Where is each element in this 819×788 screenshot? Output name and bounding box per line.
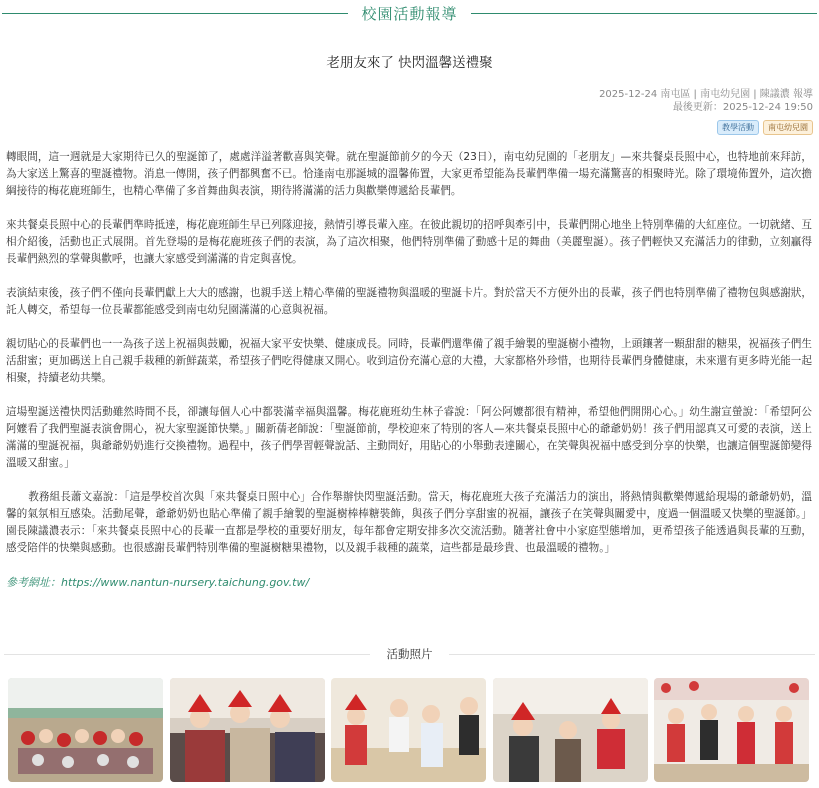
section-header — [0, 0, 819, 26]
article-byline: 2025-12-24 南屯區 | 南屯幼兒園 | 陳議濃 報導 — [599, 89, 813, 100]
photos-rule-right — [449, 654, 815, 655]
photos-header — [0, 645, 819, 663]
paragraph: 這場聖誕送禮快閃活動雖然時間不長，卻讓每個人心中都裝滿幸福與溫馨。梅花鹿班幼生林子睿說：「阿公阿嬤都很有精神，希望他們開開心心。」幼生謝宣螢說：「希望阿公阿嬤看了我們聖誕表演會開心，祝大家聖誕節快樂。」關新蒨老師說：「聖誕節前，學校迎來了特別的客人—來共餐桌長照中心的爺爺奶奶！孩子們用認真又可愛的表演，送上滿滿的聖誕祝福，與爺爺奶奶進行交換禮物。過程中，孩子們學習輕聲說話、主動問好，用貼心的小舉動表達關心，在笑聲與祝福中感受到分享的快樂，也讓這個聖誕節變得溫暖又甜蜜。」 — [6, 406, 812, 469]
photo-image — [8, 678, 163, 782]
paragraph: 來共餐桌長照中心的長輩們準時抵達，梅花鹿班師生早已列隊迎接，熱情引導長輩入座。在彼此親切的招呼與牽引中，長輩們開心地坐上特別準備的大紅座位。一切就緒、互相介紹後，活動也正式展開。首先登場的是梅花鹿班孩子們的表演，為了這次相聚，他們特別準備了動感十足的舞曲（美麗聖誕）。孩子們輕快又充滿活力的律動，立刻贏得長輩們熱烈的掌聲與歡呼，也讓大家感受到滿滿的肯定與喜悅。 — [6, 219, 812, 265]
paragraph: 表演結束後，孩子們不僅向長輩們獻上大大的感謝，也親手送上精心準備的聖誕禮物與溫暖的聖誕卡片。對於當天不方便外出的長輩，孩子們也特別準備了禮物包與感謝狀，託人轉交，希望每一位長輩都能感受到南屯幼兒園滿滿的心意與祝福。 — [6, 287, 812, 316]
header-rule-left — [2, 13, 348, 14]
reference — [6, 574, 812, 591]
photos-rule-left — [4, 654, 370, 655]
article-updated: 最後更新：2025-12-24 19:50 — [672, 102, 813, 113]
article-title: 老朋友來了 快閃溫馨送禮聚 — [326, 55, 493, 71]
photo-thumbnail[interactable] — [170, 678, 325, 782]
reference-label: 參考網址： — [6, 576, 61, 589]
article-meta — [599, 88, 813, 114]
header-rule-right — [471, 13, 817, 14]
photo-thumbnail[interactable] — [654, 678, 809, 782]
photo-thumbnail[interactable] — [493, 678, 648, 782]
reference-link[interactable]: https://www.nantun-nursery.taichung.gov.tw/ — [61, 576, 310, 589]
photo-gallery — [8, 678, 812, 782]
photo-image — [654, 678, 809, 782]
section-title: 校園活動報導 — [361, 5, 458, 23]
photos-title: 活動照片 — [386, 647, 433, 661]
tag-list — [717, 120, 813, 135]
photo-image — [170, 678, 325, 782]
photo-image — [493, 678, 648, 782]
photo-image — [331, 678, 486, 782]
photo-thumbnail[interactable] — [8, 678, 163, 782]
article-body — [6, 149, 812, 608]
tag-school[interactable]: 南屯幼兒園 — [763, 120, 813, 135]
paragraph: 教務組長蕭文嘉說：「這是學校首次與「來共餐桌日照中心」合作舉辦快閃聖誕活動。當天，梅花鹿班大孩子充滿活力的演出，將熱情與歡樂傳遞給現場的爺爺奶奶，溫馨的氣氛相互感染。活動尾聲，爺爺奶奶也貼心準備了親手繪製的聖誕樹棒棒糖裝飾，與孩子們分享甜蜜的祝福，讓孩子在笑聲與關愛中，度過一個溫暖又快樂的聖誕節。」園長陳議濃表示：「來共餐桌長照中心的長輩一直都是學校的重要好朋友，每年都會定期安排多次交流活動。隨著社會中小家庭型態增加，更希望孩子能透過與長輩的互動，感受陪伴的快樂與感動。也很感謝長輩們特別準備的聖誕樹糖果禮物，以及親手栽種的蔬菜，這些都是最珍貴、也最溫暖的禮物。」 — [6, 491, 812, 554]
photo-thumbnail[interactable] — [331, 678, 486, 782]
tag-teaching-activity[interactable]: 教學活動 — [717, 120, 759, 135]
paragraph: 親切貼心的長輩們也一一為孩子送上祝福與鼓勵，祝福大家平安快樂、健康成長。同時，長輩們還準備了親手繪製的聖誕樹小禮物，上頭鑲著一顆甜甜的糖果，祝福孩子們生活甜蜜；更加碼送上自己親手栽種的新鮮蔬菜，希望孩子們吃得健康又開心。收到這份充滿心意的大禮，大家都格外珍惜，也期待長輩們身體健康，未來還有更多時光能一起相聚，持續老幼共樂。 — [6, 338, 812, 384]
paragraph: 轉眼間，這一週就是大家期待已久的聖誕節了，處處洋溢著歡喜與笑聲。就在聖誕節前夕的今天（23日），南屯幼兒園的「老朋友」—來共餐桌長照中心，也特地前來拜訪，為大家送上驚喜的聖誕禮物。消息一傳開，孩子們都興奮不已。恰逢南屯那誕城的溫馨佈置，大家更希望能為長輩們準備一場充滿驚喜的相聚時光。除了環境佈置外，這次擔綱接待的梅花鹿班師生，也精心準備了多首舞曲與表演，期待將滿滿的活力與歡樂傳遞給長輩們。 — [6, 151, 812, 197]
